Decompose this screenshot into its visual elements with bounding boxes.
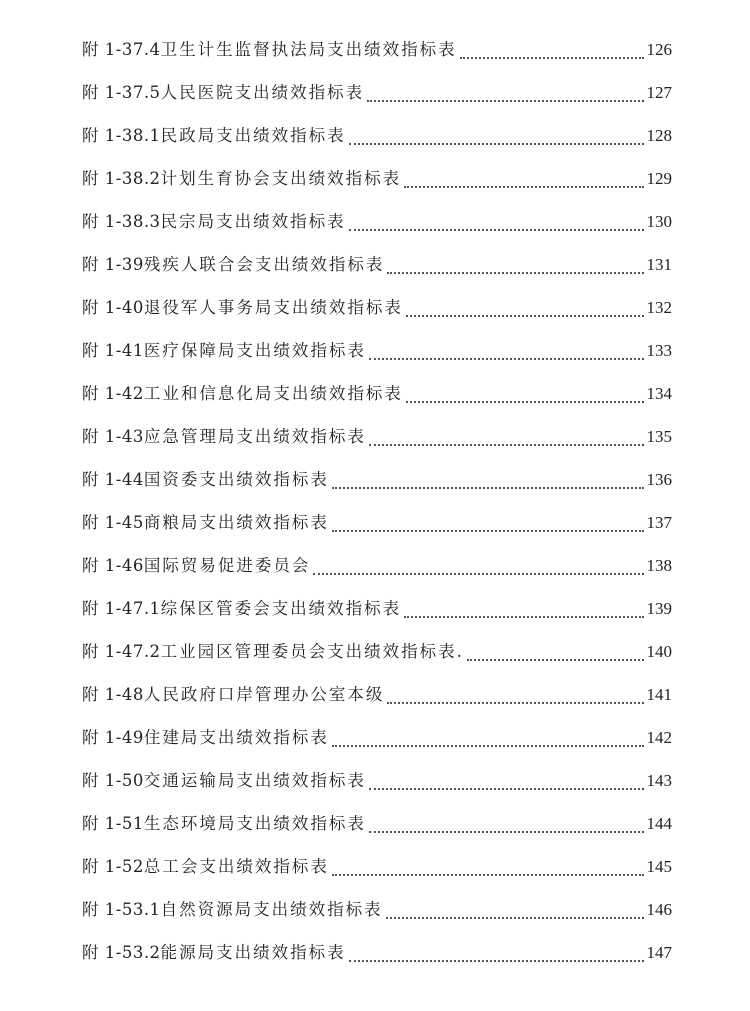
toc-entry[interactable] [82, 595, 672, 638]
dot-leader [386, 901, 644, 920]
toc-entry-page-number: 135 [646, 427, 672, 446]
toc-entry-number: 附 1-53.2 [82, 943, 161, 962]
toc-entry-title: 交通运输局支出绩效指标表 [143, 771, 366, 790]
toc-entry-page-number: 143 [646, 771, 672, 790]
dot-leader [387, 686, 643, 705]
toc-entry-number: 附 1-47.1 [82, 599, 161, 618]
dot-leader [369, 342, 644, 361]
toc-entry[interactable] [82, 939, 672, 982]
dot-leader [387, 256, 643, 275]
table-of-contents [82, 36, 672, 982]
dot-leader [332, 858, 644, 877]
toc-entry[interactable] [82, 681, 672, 724]
dot-leader [369, 772, 644, 791]
dot-leader [369, 428, 644, 447]
dot-leader [404, 600, 643, 619]
toc-entry[interactable] [82, 423, 672, 466]
toc-entry-title: 医疗保障局支出绩效指标表 [143, 341, 366, 360]
toc-entry-title: 工业和信息化局支出绩效指标表 [143, 384, 403, 403]
toc-entry-number: 附 1-45 [82, 513, 144, 532]
dot-leader [349, 944, 644, 963]
toc-entry-page-number: 132 [646, 298, 672, 317]
toc-entry-title: 民政局支出绩效指标表 [160, 126, 346, 145]
dot-leader [313, 557, 643, 576]
toc-entry-title: 住建局支出绩效指标表 [143, 728, 329, 747]
toc-entry[interactable] [82, 337, 672, 380]
toc-entry-page-number: 134 [646, 384, 672, 403]
toc-entry-title: 自然资源局支出绩效指标表 [160, 900, 383, 919]
toc-entry-title: 退役军人事务局支出绩效指标表 [143, 298, 403, 317]
toc-entry[interactable] [82, 896, 672, 939]
dot-leader [467, 643, 644, 662]
toc-entry-title: 国资委支出绩效指标表 [143, 470, 329, 489]
dot-leader [349, 127, 644, 146]
toc-entry-page-number: 141 [646, 685, 672, 704]
toc-entry-title: 人民医院支出绩效指标表 [160, 83, 365, 102]
toc-entry-number: 附 1-49 [82, 728, 144, 747]
toc-entry[interactable] [82, 767, 672, 810]
toc-entry-number: 附 1-46 [82, 556, 144, 575]
toc-entry-page-number: 138 [646, 556, 672, 575]
toc-entry-number: 附 1-39 [82, 255, 144, 274]
toc-entry[interactable] [82, 509, 672, 552]
toc-entry-page-number: 140 [646, 642, 672, 661]
toc-entry-number: 附 1-48 [82, 685, 144, 704]
toc-entry[interactable] [82, 380, 672, 423]
toc-entry-number: 附 1-38.1 [82, 126, 161, 145]
toc-entry-title: 残疾人联合会支出绩效指标表 [143, 255, 385, 274]
toc-entry-title: 应急管理局支出绩效指标表 [143, 427, 366, 446]
toc-entry[interactable] [82, 165, 672, 208]
toc-entry-page-number: 147 [646, 943, 672, 962]
dot-leader [332, 514, 644, 533]
toc-entry[interactable] [82, 251, 672, 294]
toc-entry-number: 附 1-37.5 [82, 83, 161, 102]
dot-leader [332, 471, 644, 490]
toc-entry-title: 综保区管委会支出绩效指标表 [160, 599, 402, 618]
toc-entry-number: 附 1-51 [82, 814, 144, 833]
toc-entry-number: 附 1-37.4 [82, 40, 161, 59]
toc-entry-page-number: 127 [646, 83, 672, 102]
toc-entry-title: 总工会支出绩效指标表 [143, 857, 329, 876]
toc-entry[interactable] [82, 122, 672, 165]
toc-entry-title: 国际贸易促进委员会 [143, 556, 311, 575]
toc-entry[interactable] [82, 853, 672, 896]
dot-leader [367, 84, 643, 103]
toc-entry-number: 附 1-52 [82, 857, 144, 876]
dot-leader [332, 729, 644, 748]
dot-leader [404, 170, 643, 189]
toc-entry-number: 附 1-50 [82, 771, 144, 790]
toc-entry[interactable] [82, 638, 672, 681]
dot-leader [460, 41, 644, 60]
dot-leader [369, 815, 644, 834]
dot-leader [406, 299, 644, 318]
toc-entry-page-number: 136 [646, 470, 672, 489]
toc-entry-page-number: 131 [646, 255, 672, 274]
toc-entry-number: 附 1-42 [82, 384, 144, 403]
dot-leader [349, 213, 644, 232]
toc-entry-number: 附 1-43 [82, 427, 144, 446]
toc-entry-number: 附 1-38.2 [82, 169, 161, 188]
toc-entry[interactable] [82, 810, 672, 853]
toc-entry-number: 附 1-44 [82, 470, 144, 489]
toc-entry[interactable] [82, 552, 672, 595]
toc-entry[interactable] [82, 724, 672, 767]
toc-entry-title: 民宗局支出绩效指标表 [160, 212, 346, 231]
toc-entry-page-number: 133 [646, 341, 672, 360]
toc-entry-title: 工业园区管理委员会支出绩效指标表. [160, 642, 464, 661]
dot-leader [406, 385, 644, 404]
toc-entry-page-number: 126 [646, 40, 672, 59]
toc-entry-title: 商粮局支出绩效指标表 [143, 513, 329, 532]
toc-entry-page-number: 137 [646, 513, 672, 532]
toc-entry-page-number: 145 [646, 857, 672, 876]
toc-entry-page-number: 139 [646, 599, 672, 618]
toc-entry[interactable] [82, 36, 672, 79]
toc-entry-page-number: 129 [646, 169, 672, 188]
toc-entry-number: 附 1-47.2 [82, 642, 161, 661]
toc-entry-page-number: 144 [646, 814, 672, 833]
toc-entry-title: 卫生计生监督执法局支出绩效指标表 [160, 40, 457, 59]
toc-entry[interactable] [82, 294, 672, 337]
toc-entry-number: 附 1-40 [82, 298, 144, 317]
toc-entry-title: 生态环境局支出绩效指标表 [143, 814, 366, 833]
toc-entry[interactable] [82, 79, 672, 122]
toc-entry-number: 附 1-38.3 [82, 212, 161, 231]
toc-entry-page-number: 130 [646, 212, 672, 231]
toc-entry-number: 附 1-41 [82, 341, 144, 360]
toc-entry-title: 计划生育协会支出绩效指标表 [160, 169, 402, 188]
toc-entry-page-number: 146 [646, 900, 672, 919]
toc-entry[interactable] [82, 208, 672, 251]
toc-entry-title: 人民政府口岸管理办公室本级 [143, 685, 385, 704]
toc-entry-page-number: 142 [646, 728, 672, 747]
toc-entry-page-number: 128 [646, 126, 672, 145]
toc-entry[interactable] [82, 466, 672, 509]
toc-entry-title: 能源局支出绩效指标表 [160, 943, 346, 962]
toc-entry-number: 附 1-53.1 [82, 900, 161, 919]
